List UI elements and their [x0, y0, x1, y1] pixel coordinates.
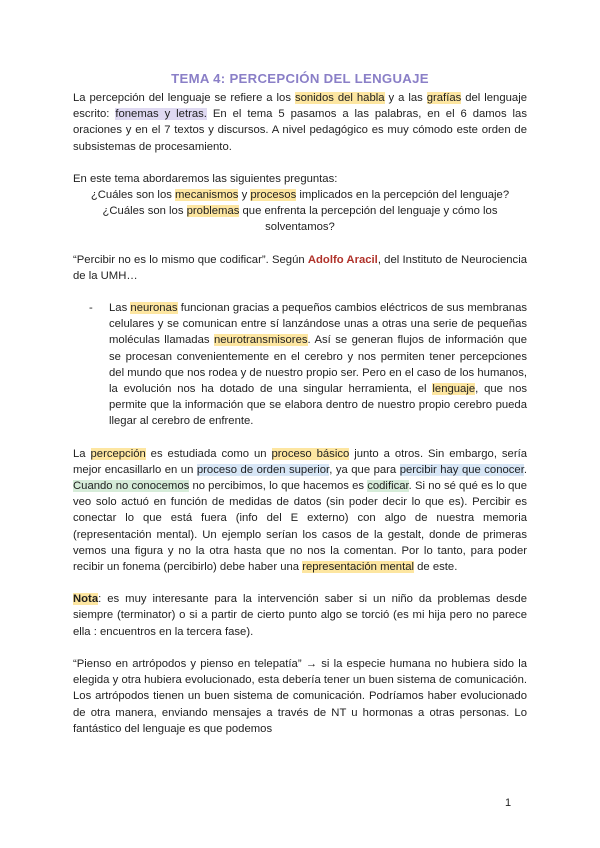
questions-intro: En este tema abordaremos las siguientes preguntas:: [73, 172, 338, 185]
author-name: Adolfo Aracil: [307, 253, 378, 266]
highlight-neurotransmisores: neurotransmisores: [213, 334, 308, 347]
highlight-proceso-basico: proceso básico: [271, 447, 350, 460]
list-item: [73, 300, 527, 430]
highlight-representacion-mental: representación mental: [302, 561, 414, 574]
bullet-dash: -: [89, 302, 93, 315]
page-number: 1: [505, 797, 512, 809]
highlight-cuando-no-conocemos: Cuando no conocemos: [73, 480, 190, 493]
highlight-lenguaje: lenguaje: [432, 383, 476, 396]
note-paragraph: Nota: es muy interesante para la intervención saber si un niño da problemas desde siempre (terminator) o si a partir de cierto punto algo se torció (es mi hija pero no parece ella : encuentros en la tercera fase).: [73, 593, 527, 638]
page-title: TEMA 4: PERCEPCIÓN DEL LENGUAJE: [171, 71, 429, 86]
quote-paragraph: “Percibir no es lo mismo que codificar”. Según Adolfo Aracil, del Instituto de Neurociencia de la UMH…: [73, 253, 527, 282]
highlight-neuronas: neuronas: [130, 302, 178, 315]
question-1: ¿Cuáles son los mecanismos y procesos implicados en la percepción del lenguaje?: [90, 189, 510, 202]
highlight-sonidos: sonidos del habla: [294, 92, 385, 104]
highlight-orden-superior: proceso de orden superior: [196, 463, 330, 476]
question-2: ¿Cuáles son los problemas que enfrenta la percepción del lenguaje y cómo los solventamos?: [102, 205, 498, 234]
highlight-procesos: procesos: [250, 189, 297, 202]
highlight-problemas: problemas: [186, 205, 240, 218]
note-label: Nota: [73, 593, 99, 606]
highlight-percepcion: percepción: [90, 447, 146, 460]
highlight-fonemas: fonemas y letras.: [115, 108, 207, 121]
highlight-codificar: codificar: [367, 480, 409, 493]
perception-paragraph: La percepción es estudiada como un proceso básico junto a otros. Sin embargo, sería mejor encasillarlo en un proceso de orden superior, ya que para percibir hay que conocer. Cuando no conocemos no percibimos, lo que hacemos es codificar. Si no sé qué es lo que veo solo actuó en función de medidas de datos (sin poder decir lo que es). Percibir es conectar lo que está fuera (info del E externo) con algo de nuestra memoria (representación mental). Un ejemplo serían los casos de la gestalt, donde de primeras vemos una figura y no la otra hasta que no nos la comentan. Por lo tanto, para poder recibir un fonema (percibirlo) debe haber una representación mental de este.: [73, 447, 528, 574]
highlight-percibir-conocer: percibir hay que conocer: [399, 463, 524, 476]
arthropods-paragraph: “Pienso en artrópodos y pienso en telepatía” → si la especie humana no hubiera sido la elegida y otra hubiera evolucionado, esta debería tener un buen sistema de comunicación. Los artrópodos tienen un buen sistema de comunicación. Podríamos haber evolucionado de otra manera, enviando mensajes a través de NT u hormonas a otras personas. Lo fantástico del lenguaje es que podemos: [73, 657, 527, 735]
bullet-text: Las neuronas funcionan gracias a pequeños cambios eléctricos de sus membranas celulares y se comunican entre sí lanzándose unas a otras una serie de pequeñas moléculas llamadas neurotransmisores. Así se generan flujos de información que se procesan convenientemente en el cerebro y nos permiten tener percepciones del mundo que nos rodea y de nuestro propio ser. Pero en el caso de los humanos, la evolución nos ha dotado de una singular herramienta, el lenguaje, que nos permite que la información que se elabora dentro de nuestro propio cerebro pueda llegar al cerebro de enfrente.: [109, 302, 528, 428]
highlight-mecanismos: mecanismos: [175, 189, 239, 202]
intro-paragraph: La percepción del lenguaje se refiere a los sonidos del habla y a las grafías del lenguaje escrito: fonemas y letras. En el tema 5 pasamos a las palabras, en el 6 damos las oraciones y en el 7 textos y discursos. A nivel pedagógico es muy cómodo este orden de subsistemas de procesamiento.: [73, 92, 527, 153]
highlight-grafias: grafías: [426, 92, 462, 104]
document-page: [73, 70, 527, 737]
